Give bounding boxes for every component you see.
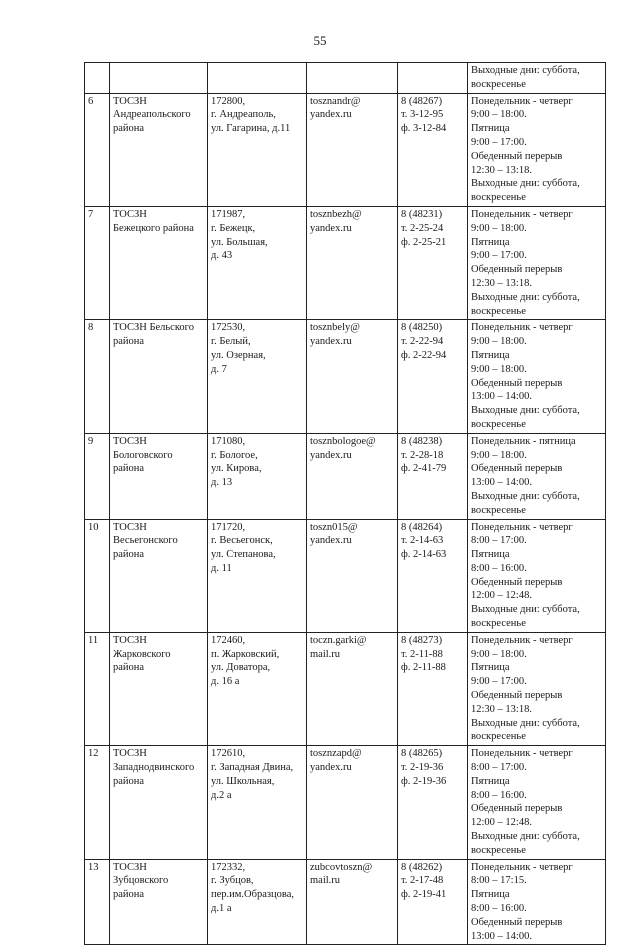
office-phone-line: т. 2-17-48 bbox=[401, 875, 444, 887]
office-name-cell bbox=[110, 632, 208, 745]
page-number: 55 bbox=[313, 33, 327, 48]
office-hours-line: 12:30 – 13:18. bbox=[471, 277, 532, 289]
office-hours-line: Понедельник - четверг bbox=[471, 521, 573, 533]
office-phone-line: т. 2-22-94 bbox=[401, 336, 444, 348]
office-phone-line: ф. 2-14-63 bbox=[401, 549, 447, 561]
office-address-line: ул. Кирова, bbox=[211, 463, 262, 475]
office-name-line: Жарковского bbox=[113, 648, 171, 660]
office-email-cell bbox=[307, 433, 398, 519]
office-address-line: г. Бологое, bbox=[211, 449, 258, 461]
office-phone-line: т. 2-14-63 bbox=[401, 535, 444, 547]
office-phone-cell bbox=[398, 320, 468, 433]
office-hours-line: Пятница bbox=[471, 662, 510, 674]
office-address-line: ул. Степанова, bbox=[211, 549, 276, 561]
office-name-line: района bbox=[113, 775, 145, 787]
office-address-cell bbox=[208, 746, 307, 859]
office-hours-line: Выходные дни: суббота, bbox=[471, 831, 580, 843]
office-phone-line: т. 2-11-88 bbox=[401, 648, 443, 660]
office-address-line: 171080, bbox=[211, 435, 246, 447]
office-hours-line: 13:00 – 14:00. bbox=[471, 477, 532, 489]
office-name-line: района bbox=[113, 889, 145, 901]
office-address-line: г. Бежецк, bbox=[211, 222, 256, 234]
office-address-cell bbox=[208, 93, 307, 206]
office-hours-line: 8:00 – 17:15. bbox=[471, 875, 527, 887]
office-hours-line: Пятница bbox=[471, 236, 510, 248]
table-row bbox=[85, 320, 606, 433]
table-row bbox=[85, 93, 606, 206]
office-hours-line: 8:00 – 16:00. bbox=[471, 903, 527, 915]
office-name-line: ТОСЗН bbox=[113, 521, 147, 533]
office-name-line: района bbox=[113, 463, 145, 475]
office-phone-line: ф. 2-25-21 bbox=[401, 236, 447, 248]
row-number: 12 bbox=[88, 748, 99, 760]
office-address-line: 171987, bbox=[211, 208, 246, 220]
office-name-line: Зубцовского bbox=[113, 875, 169, 887]
row-number: 8 bbox=[88, 322, 94, 334]
office-name-line: района bbox=[113, 662, 145, 674]
office-name-line: ТОСЗН bbox=[113, 634, 147, 646]
office-phone-line: 8 (48264) bbox=[401, 521, 443, 533]
table-row bbox=[85, 859, 606, 945]
office-name-line: района bbox=[113, 123, 145, 135]
row-number-cell bbox=[85, 433, 110, 519]
office-hours-line: воскресенье bbox=[471, 844, 526, 856]
office-email-cell bbox=[307, 206, 398, 319]
office-hours-line: воскресенье bbox=[471, 78, 526, 90]
office-hours-line: воскресенье bbox=[471, 305, 526, 317]
office-email-line: tosznbologoe@ bbox=[310, 435, 376, 447]
office-email-line: yandex.ru bbox=[310, 336, 352, 348]
office-hours-line: воскресенье bbox=[471, 504, 526, 516]
office-phone-line: т. 2-28-18 bbox=[401, 449, 444, 461]
office-hours-cell bbox=[468, 519, 606, 632]
office-address-cell bbox=[208, 859, 307, 945]
office-hours-line: 9:00 – 18:00. bbox=[471, 336, 527, 348]
office-phone-line: 8 (48267) bbox=[401, 95, 443, 107]
office-hours-line: 13:00 – 14:00. bbox=[471, 391, 532, 403]
office-phone-line: ф. 2-22-94 bbox=[401, 349, 447, 361]
office-email-line: tosznandr@ bbox=[310, 95, 361, 107]
office-name-line: ТОСЗН bbox=[113, 435, 147, 447]
office-address-line: 172460, bbox=[211, 634, 246, 646]
table-row bbox=[85, 746, 606, 859]
office-address-line: 172800, bbox=[211, 95, 246, 107]
table-row bbox=[85, 63, 606, 94]
office-email-cell bbox=[307, 63, 398, 94]
row-number-cell bbox=[85, 63, 110, 94]
office-phone-line: 8 (48250) bbox=[401, 322, 443, 334]
office-name-line: ТОСЗН bbox=[113, 95, 147, 107]
office-phone-line: 8 (48262) bbox=[401, 861, 443, 873]
office-phone-line: ф. 3-12-84 bbox=[401, 123, 447, 135]
office-email-line: toczn.garki@ bbox=[310, 634, 367, 646]
office-hours-line: Пятница bbox=[471, 349, 510, 361]
office-hours-line: Понедельник - четверг bbox=[471, 208, 573, 220]
office-hours-line: 9:00 – 18:00. bbox=[471, 222, 527, 234]
office-phone-cell bbox=[398, 206, 468, 319]
office-address-line: д. 7 bbox=[211, 363, 227, 375]
row-number: 6 bbox=[88, 95, 94, 107]
office-hours-cell bbox=[468, 632, 606, 745]
office-hours-line: Пятница bbox=[471, 775, 510, 787]
office-email-cell bbox=[307, 746, 398, 859]
office-hours-line: воскресенье bbox=[471, 418, 526, 430]
office-email-line: yandex.ru bbox=[310, 222, 352, 234]
row-number: 11 bbox=[88, 634, 99, 646]
office-address-cell bbox=[208, 206, 307, 319]
row-number-cell bbox=[85, 206, 110, 319]
office-hours-line: Понедельник - четверг bbox=[471, 748, 573, 760]
office-phone-line: ф. 2-11-88 bbox=[401, 662, 446, 674]
office-hours-line: Выходные дни: суббота, bbox=[471, 490, 580, 502]
office-hours-line: 8:00 – 16:00. bbox=[471, 562, 527, 574]
office-hours-line: Обеденный перерыв bbox=[471, 803, 563, 815]
table-row bbox=[85, 206, 606, 319]
office-address-line: г. Западная Двина, bbox=[211, 762, 294, 774]
office-name-line: Западнодвинского bbox=[113, 762, 195, 774]
office-hours-line: 9:00 – 18:00. bbox=[471, 109, 527, 121]
office-name-line: Весьегонского bbox=[113, 535, 178, 547]
office-hours-line: 9:00 – 17:00. bbox=[471, 250, 527, 262]
office-hours-line: Пятница bbox=[471, 123, 510, 135]
office-email-cell bbox=[307, 859, 398, 945]
office-phone-line: 8 (48273) bbox=[401, 634, 443, 646]
office-hours-line: воскресенье bbox=[471, 192, 526, 204]
table-row bbox=[85, 519, 606, 632]
office-hours-line: Выходные дни: суббота, bbox=[471, 178, 580, 190]
office-name-cell bbox=[110, 746, 208, 859]
office-address-line: д. 16 а bbox=[211, 676, 240, 688]
office-name-line: Бежецкого района bbox=[113, 222, 194, 234]
office-address-line: г. Белый, bbox=[211, 336, 251, 348]
office-email-line: zubcovtoszn@ bbox=[310, 861, 373, 873]
office-address-line: д. 13 bbox=[211, 477, 233, 489]
office-hours-line: 12:30 – 13:18. bbox=[471, 703, 532, 715]
office-email-cell bbox=[307, 519, 398, 632]
office-name-cell bbox=[110, 433, 208, 519]
office-phone-line: т. 2-19-36 bbox=[401, 762, 444, 774]
office-address-line: 172530, bbox=[211, 322, 246, 334]
office-address-line: д. 11 bbox=[211, 562, 232, 574]
office-hours-cell bbox=[468, 746, 606, 859]
office-hours-line: Понедельник - четверг bbox=[471, 322, 573, 334]
office-email-line: yandex.ru bbox=[310, 449, 352, 461]
office-address-cell bbox=[208, 63, 307, 94]
office-name-line: Бологовского bbox=[113, 449, 173, 461]
office-name-cell bbox=[110, 93, 208, 206]
office-phone-cell bbox=[398, 63, 468, 94]
office-hours-cell bbox=[468, 320, 606, 433]
office-hours-line: 8:00 – 17:00. bbox=[471, 762, 527, 774]
office-email-cell bbox=[307, 632, 398, 745]
office-email-line: yandex.ru bbox=[310, 762, 352, 774]
office-hours-line: Выходные дни: суббота, bbox=[471, 604, 580, 616]
office-name-cell bbox=[110, 859, 208, 945]
office-address-line: ул. Озерная, bbox=[211, 349, 266, 361]
office-hours-line: Обеденный перерыв bbox=[471, 264, 563, 276]
office-hours-cell bbox=[468, 859, 606, 945]
office-email-line: mail.ru bbox=[310, 875, 341, 887]
office-phone-cell bbox=[398, 93, 468, 206]
office-email-line: tosznbezh@ bbox=[310, 208, 362, 220]
office-address-cell bbox=[208, 519, 307, 632]
office-hours-line: Обеденный перерыв bbox=[471, 916, 563, 928]
row-number-cell bbox=[85, 632, 110, 745]
office-hours-line: Обеденный перерыв bbox=[471, 150, 563, 162]
row-number-cell bbox=[85, 93, 110, 206]
office-address-line: д.1 а bbox=[211, 903, 232, 915]
office-phone-line: ф. 2-41-79 bbox=[401, 463, 447, 475]
office-address-line: ул. Доватора, bbox=[211, 662, 271, 674]
office-email-line: tosznzapd@ bbox=[310, 748, 362, 760]
office-address-line: 172332, bbox=[211, 861, 246, 873]
office-phone-line: 8 (48238) bbox=[401, 435, 443, 447]
office-hours-line: Понедельник - четверг bbox=[471, 634, 573, 646]
office-name-line: района bbox=[113, 336, 145, 348]
office-address-line: г. Зубцов, bbox=[211, 875, 254, 887]
row-number: 7 bbox=[88, 208, 94, 220]
office-hours-line: 8:00 – 17:00. bbox=[471, 535, 527, 547]
office-hours-line: Обеденный перерыв bbox=[471, 463, 563, 475]
row-number: 10 bbox=[88, 521, 99, 533]
office-address-line: г. Андреаполь, bbox=[211, 109, 276, 121]
office-address-line: ул. Школьная, bbox=[211, 775, 275, 787]
office-hours-line: 9:00 – 17:00. bbox=[471, 676, 527, 688]
office-phone-cell bbox=[398, 433, 468, 519]
office-email-line: yandex.ru bbox=[310, 109, 352, 121]
office-phone-cell bbox=[398, 632, 468, 745]
offices-table bbox=[84, 62, 606, 945]
office-address-line: д. 43 bbox=[211, 250, 233, 262]
office-hours-line: Пятница bbox=[471, 549, 510, 561]
office-address-cell bbox=[208, 433, 307, 519]
offices-table-body bbox=[85, 63, 606, 945]
office-hours-line: 13:00 – 14:00. bbox=[471, 930, 532, 942]
office-name-cell bbox=[110, 320, 208, 433]
office-hours-line: 12:00 – 12:48. bbox=[471, 590, 532, 602]
table-row bbox=[85, 632, 606, 745]
office-address-cell bbox=[208, 320, 307, 433]
office-hours-line: 8:00 – 16:00. bbox=[471, 789, 527, 801]
office-phone-line: т. 3-12-95 bbox=[401, 109, 444, 121]
office-hours-cell bbox=[468, 93, 606, 206]
office-email-line: yandex.ru bbox=[310, 535, 352, 547]
office-hours-line: Понедельник - четверг bbox=[471, 861, 573, 873]
office-hours-line: Выходные дни: суббота, bbox=[471, 405, 580, 417]
office-name-line: ТОСЗН Бельского bbox=[113, 322, 194, 334]
office-hours-line: Обеденный перерыв bbox=[471, 576, 563, 588]
row-number: 9 bbox=[88, 435, 94, 447]
office-name-cell bbox=[110, 206, 208, 319]
office-email-line: mail.ru bbox=[310, 648, 341, 660]
office-phone-line: 8 (48265) bbox=[401, 748, 443, 760]
office-address-line: ул. Большая, bbox=[211, 236, 268, 248]
office-phone-line: ф. 2-19-41 bbox=[401, 889, 447, 901]
row-number-cell bbox=[85, 859, 110, 945]
office-hours-line: 12:30 – 13:18. bbox=[471, 164, 532, 176]
office-hours-line: 9:00 – 18:00. bbox=[471, 449, 527, 461]
office-address-line: 172610, bbox=[211, 748, 246, 760]
office-hours-line: воскресенье bbox=[471, 618, 526, 630]
office-hours-line: 9:00 – 18:00. bbox=[471, 648, 527, 660]
office-phone-line: 8 (48231) bbox=[401, 208, 443, 220]
table-row bbox=[85, 433, 606, 519]
office-hours-cell bbox=[468, 63, 606, 94]
office-name-cell bbox=[110, 63, 208, 94]
office-hours-cell bbox=[468, 433, 606, 519]
office-address-line: г. Весьегонск, bbox=[211, 535, 273, 547]
office-address-line: д.2 а bbox=[211, 789, 232, 801]
row-number-cell bbox=[85, 746, 110, 859]
office-name-line: ТОСЗН bbox=[113, 208, 147, 220]
office-name-cell bbox=[110, 519, 208, 632]
office-hours-line: 9:00 – 17:00. bbox=[471, 136, 527, 148]
office-phone-cell bbox=[398, 746, 468, 859]
office-hours-line: воскресенье bbox=[471, 731, 526, 743]
office-hours-line: Выходные дни: суббота, bbox=[471, 717, 580, 729]
row-number-cell bbox=[85, 320, 110, 433]
office-name-line: района bbox=[113, 549, 145, 561]
office-address-line: пер.им.Образцова, bbox=[211, 889, 295, 901]
office-address-line: п. Жарковский, bbox=[211, 648, 280, 660]
office-hours-line: Выходные дни: суббота, bbox=[471, 291, 580, 303]
office-hours-line: Обеденный перерыв bbox=[471, 377, 563, 389]
office-name-line: Андреапольского bbox=[113, 109, 191, 121]
office-hours-line: 9:00 – 18:00. bbox=[471, 363, 527, 375]
office-phone-line: ф. 2-19-36 bbox=[401, 775, 447, 787]
office-hours-line: Пятница bbox=[471, 889, 510, 901]
office-name-line: ТОСЗН bbox=[113, 861, 147, 873]
office-address-line: 171720, bbox=[211, 521, 246, 533]
office-email-cell bbox=[307, 320, 398, 433]
office-email-line: toszn015@ bbox=[310, 521, 358, 533]
office-hours-line: Обеденный перерыв bbox=[471, 690, 563, 702]
office-address-line: ул. Гагарина, д.11 bbox=[211, 123, 291, 135]
row-number: 13 bbox=[88, 861, 99, 873]
office-phone-cell bbox=[398, 859, 468, 945]
office-phone-cell bbox=[398, 519, 468, 632]
office-hours-cell bbox=[468, 206, 606, 319]
office-email-line: tosznbely@ bbox=[310, 322, 360, 334]
office-email-cell bbox=[307, 93, 398, 206]
row-number-cell bbox=[85, 519, 110, 632]
office-hours-line: Понедельник - четверг bbox=[471, 95, 573, 107]
office-hours-line: Понедельник - пятница bbox=[471, 435, 576, 447]
office-hours-line: Выходные дни: суббота, bbox=[471, 65, 580, 76]
office-address-cell bbox=[208, 632, 307, 745]
office-hours-line: 12:00 – 12:48. bbox=[471, 817, 532, 829]
office-name-line: ТОСЗН bbox=[113, 748, 147, 760]
office-phone-line: т. 2-25-24 bbox=[401, 222, 444, 234]
